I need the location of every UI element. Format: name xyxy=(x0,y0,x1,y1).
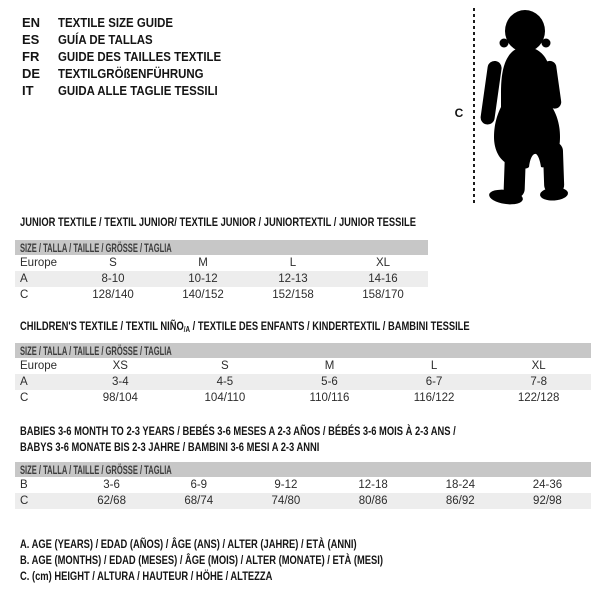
row-label: Europe xyxy=(20,360,58,372)
size-cell: S xyxy=(221,360,229,372)
lang-title: GUIDE DES TAILLES TEXTILE xyxy=(58,49,222,64)
age-cell: 6-9 xyxy=(190,479,208,491)
height-cell: 140/152 xyxy=(182,289,224,301)
right-ear xyxy=(542,39,551,48)
junior-section-title xyxy=(20,215,528,229)
table-row-c xyxy=(15,493,591,509)
left-ear xyxy=(500,39,509,48)
baby-silhouette xyxy=(480,7,573,207)
age-cell: 4-5 xyxy=(216,376,234,388)
row-label: C xyxy=(20,392,29,404)
title-prefix: CHILDREN'S TEXTILE / TEXTIL NIÑO xyxy=(20,319,184,333)
height-cell: 158/170 xyxy=(362,289,404,301)
row-label: B xyxy=(20,479,28,491)
height-cell: 98/104 xyxy=(102,392,138,404)
size-header-band xyxy=(15,240,428,255)
table-row-a xyxy=(15,271,428,287)
height-cell: 86/92 xyxy=(445,495,475,507)
lang-title: GUÍA DE TALLAS xyxy=(58,32,153,47)
age-cell: 24-36 xyxy=(532,479,563,491)
footnote-a xyxy=(20,536,485,552)
size-cell: M xyxy=(324,360,335,372)
size-cell: XL xyxy=(531,360,546,372)
age-cell: 6-7 xyxy=(425,376,443,388)
footnote-b xyxy=(20,552,485,568)
lang-title: TEXTILGRÖßENFÜHRUNG xyxy=(58,66,204,81)
lang-row-de xyxy=(22,65,243,82)
title-suffix: / TEXTILE DES ENFANTS / KINDERTEXTIL / BAMBINI TESSILE xyxy=(190,319,470,333)
babies-title-line2: BABYS 3-6 MONATE BIS 2-3 JAHRE / BAMBINI 3-6 MESI A 2-3 ANNI xyxy=(20,439,320,454)
age-cell: 3-4 xyxy=(111,376,129,388)
size-header-band xyxy=(15,343,591,358)
height-cell: 152/158 xyxy=(272,289,314,301)
right-foot xyxy=(540,187,569,202)
footnote-c-text: C. (cm) HEIGHT / ALTURA / HAUTEUR / HÖHE / ALTEZZA xyxy=(20,569,273,583)
height-measure-label: C xyxy=(454,106,464,120)
lang-row-es xyxy=(22,31,243,48)
age-cell: 10-12 xyxy=(188,273,218,285)
size-cell: L xyxy=(289,257,297,269)
height-cell: 116/122 xyxy=(413,392,455,404)
table-row-b xyxy=(15,477,591,493)
row-label: C xyxy=(20,495,29,507)
junior-section-title-text: JUNIOR TEXTILE / TEXTIL JUNIOR/ TEXTILE JUNIOR / JUNIORTEXTIL / JUNIOR TESSILE xyxy=(20,215,416,229)
size-cell: M xyxy=(198,257,208,269)
age-cell: 7-8 xyxy=(530,376,547,388)
size-cell: L xyxy=(430,360,438,372)
left-leg xyxy=(503,142,526,199)
table-row-c xyxy=(15,390,591,406)
size-header-band xyxy=(15,462,591,477)
height-cell: 128/140 xyxy=(92,289,134,301)
table-row-europe xyxy=(15,358,591,374)
age-cell: 5-6 xyxy=(321,376,338,388)
lang-row-en xyxy=(22,14,243,31)
age-cell: 12-18 xyxy=(358,479,388,491)
lang-title: TEXTILE SIZE GUIDE xyxy=(58,15,174,30)
height-cell: 80/86 xyxy=(358,495,388,507)
age-cell: 9-12 xyxy=(274,479,298,491)
size-header-label: SIZE / TALLA / TAILLE / GRÖSSE / TAGLIA xyxy=(20,463,172,477)
children-section-title-text xyxy=(20,319,470,337)
table-row-c xyxy=(15,287,428,303)
size-header-label: SIZE / TALLA / TAILLE / GRÖSSE / TAGLIA xyxy=(20,344,172,358)
height-cell: 110/116 xyxy=(309,392,350,404)
age-cell: 12-13 xyxy=(278,273,308,285)
babies-section-title xyxy=(20,424,579,455)
right-leg xyxy=(543,142,565,195)
height-cell: 62/68 xyxy=(97,495,126,507)
children-size-table xyxy=(15,343,591,406)
row-label: A xyxy=(20,273,28,285)
junior-size-table xyxy=(15,240,428,303)
lang-row-fr xyxy=(22,48,243,65)
height-measure-dashed-line xyxy=(473,8,475,206)
lang-code: DE xyxy=(22,66,41,81)
language-title-list xyxy=(22,14,243,99)
lang-code: ES xyxy=(22,32,40,47)
height-cell: 122/128 xyxy=(517,392,560,404)
size-cell: XS xyxy=(112,360,128,372)
row-label: C xyxy=(20,289,29,301)
size-cell: XL xyxy=(375,257,391,269)
children-section-title xyxy=(20,319,596,337)
lang-title: GUIDA ALLE TAGLIE TESSILI xyxy=(58,83,218,98)
lang-code: FR xyxy=(22,49,40,64)
lang-code: IT xyxy=(22,83,34,98)
row-label: A xyxy=(20,376,28,388)
age-cell: 8-10 xyxy=(101,273,125,285)
lang-row-it xyxy=(22,82,243,99)
lang-code: EN xyxy=(22,15,41,30)
legend-footnotes xyxy=(20,536,485,584)
title-subscript: /A xyxy=(183,325,191,334)
babies-title-line1: BABIES 3-6 MONTH TO 2-3 YEARS / BEBÉS 3-6 MESES A 2-3 AÑOS / BÉBÉS 3-6 MOIS À 2-3 ANS / xyxy=(20,424,456,438)
footnote-b-text: B. AGE (MONTHS) / EDAD (MESES) / ÂGE (MOIS) / ALTER (MONATE) / ETÀ (MESI) xyxy=(20,553,383,567)
babies-size-table xyxy=(15,462,591,509)
row-label: Europe xyxy=(20,257,58,269)
height-cell: 104/110 xyxy=(204,392,246,404)
height-cell: 68/74 xyxy=(184,495,214,507)
footnote-c xyxy=(20,568,485,584)
footnote-a-text: A. AGE (YEARS) / EDAD (AÑOS) / ÂGE (ANS) / ALTER (JAHRE) / ETÀ (ANNI) xyxy=(20,537,357,551)
age-cell: 18-24 xyxy=(445,479,475,491)
table-row-europe xyxy=(15,255,428,271)
size-header-label: SIZE / TALLA / TAILLE / GRÖSSE / TAGLIA xyxy=(20,241,172,255)
height-cell: 74/80 xyxy=(271,495,301,507)
age-cell: 3-6 xyxy=(103,479,120,491)
size-cell: S xyxy=(109,257,117,269)
height-cell: 92/98 xyxy=(533,495,562,507)
table-row-a xyxy=(15,374,591,390)
age-cell: 14-16 xyxy=(368,273,398,285)
